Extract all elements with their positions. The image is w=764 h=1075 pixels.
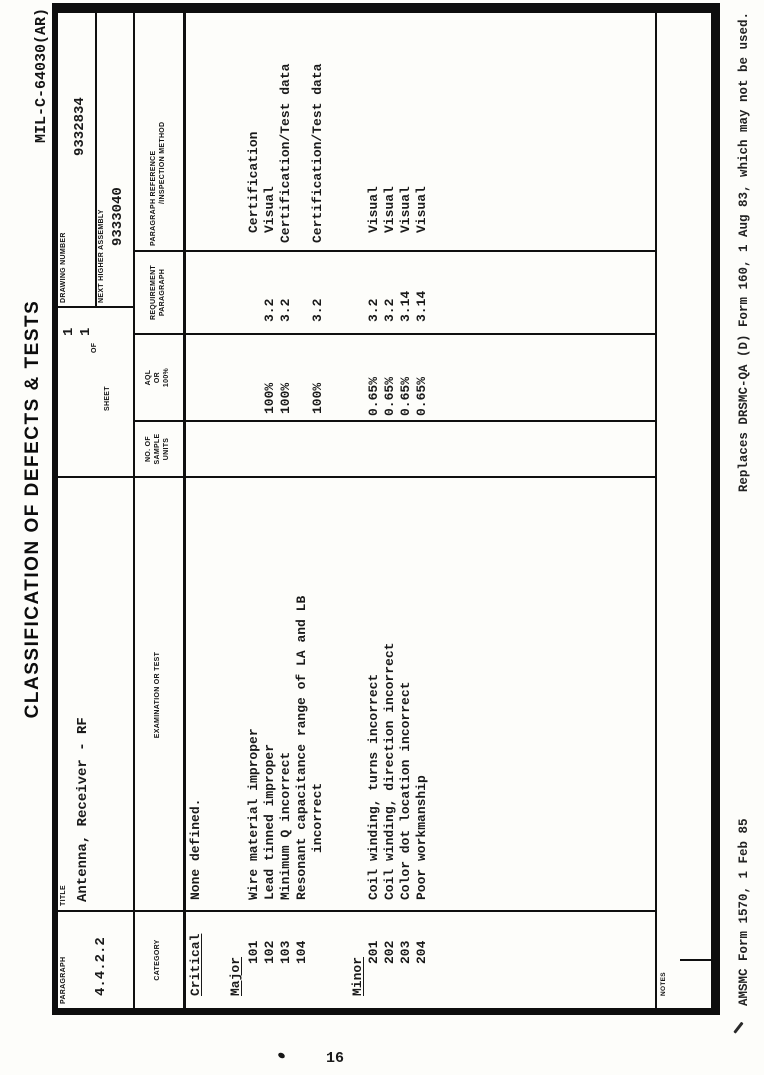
defect-number: 204 [414, 940, 429, 964]
requirement-line2: PARAGRAPH [159, 268, 166, 317]
column-header-requirement [149, 252, 167, 333]
examination-text: Color dot location incorrect [398, 681, 413, 900]
form-title: CLASSIFICATION OF DEFECTS & TESTS [22, 299, 43, 719]
next-higher-assembly-value: 9333040 [110, 187, 126, 246]
category-critical: Critical [188, 933, 203, 996]
inspection-method: Visual [398, 186, 413, 233]
examination-text: Lead tinned improper [262, 743, 277, 900]
of-label: OF [91, 342, 98, 353]
column-header-examination: EXAMINATION OR TEST [154, 651, 161, 739]
column-header-aql [144, 335, 171, 420]
drawing-number-value: 9332834 [72, 97, 88, 156]
mil-spec-reference: MIL-C-64030(AR) [33, 8, 50, 144]
defect-number: 202 [382, 940, 397, 964]
sample-units-line2: SAMPLE [154, 433, 161, 465]
examination-text: Resonant capacitance range of LA and LB [294, 595, 309, 900]
inspection-method: Certification/Test data [278, 63, 293, 243]
divider [183, 13, 186, 1008]
requirement-value: 3.2 [278, 298, 293, 322]
defects-table [52, 3, 720, 1015]
aql-value: 100% [310, 382, 325, 414]
aql-line3: 100% [163, 367, 170, 388]
defect-number: 203 [398, 940, 413, 964]
examination-text: Poor workmanship [414, 775, 429, 900]
aql-line1: AQL [145, 369, 152, 386]
defect-number: 101 [246, 940, 261, 964]
examination-text: Minimum Q incorrect [278, 751, 293, 900]
examination-text: None defined. [188, 798, 203, 900]
aql-value: 0.65% [414, 376, 429, 416]
title-value: Antenna, Receiver - RF [75, 717, 91, 902]
divider [58, 476, 133, 478]
requirement-value: 3.14 [414, 290, 429, 322]
inspection-method: Visual [366, 186, 381, 233]
sample-units-line3: UNITS [163, 437, 170, 461]
inspection-method: Certification [246, 131, 261, 233]
category-major: Major [228, 956, 243, 996]
paragraph-label: PARAGRAPH [60, 956, 67, 1004]
aql-value: 0.65% [398, 376, 413, 416]
divider [133, 13, 135, 1008]
divider [133, 333, 655, 335]
requirement-value: 3.2 [310, 298, 325, 322]
replaces-footer: Replaces DRSMC-QA (D) Form 160, 1 Aug 83, which may not be used. [737, 12, 751, 493]
aql-line2: OR [154, 371, 161, 384]
inspection-method: Certification/Test data [310, 63, 325, 243]
requirement-value: 3.2 [366, 298, 381, 322]
notes-box-divider [680, 959, 711, 961]
reference-line1: PARAGRAPH REFERENCE [150, 150, 157, 246]
column-header-sample-units [144, 422, 171, 476]
drawing-number-label: DRAWING NUMBER [60, 232, 67, 303]
sheet-label: SHEET [104, 386, 111, 411]
divider [58, 910, 133, 912]
sheet-number: 1 [61, 327, 77, 336]
form-id-footer: AMSMC Form 1570, 1 Feb 85 [737, 818, 751, 1006]
requirement-value: 3.14 [398, 290, 413, 322]
examination-text: Wire material improper [246, 728, 261, 900]
examination-text: Coil winding, direction incorrect [382, 642, 397, 900]
divider [655, 13, 657, 1008]
column-header-category: CATEGORY [154, 939, 161, 981]
notes-label: NOTES [660, 972, 667, 996]
aql-value: 0.65% [366, 376, 381, 416]
requirement-line1: REQUIREMENT [150, 264, 157, 321]
defect-number: 103 [278, 940, 293, 964]
examination-text: Coil winding, turns incorrect [366, 673, 381, 900]
defect-number: 102 [262, 940, 277, 964]
sample-units-line1: NO. OF [145, 436, 152, 462]
category-minor: Minor [350, 956, 365, 996]
divider [133, 910, 655, 912]
aql-value: 100% [278, 382, 293, 414]
ink-dot-mark [277, 1052, 286, 1060]
aql-value: 0.65% [382, 376, 397, 416]
reference-line2: /INSPECTION METHOD [159, 121, 166, 204]
inspection-method: Visual [382, 186, 397, 233]
sheet-of-number: 1 [78, 327, 94, 336]
pen-tick-mark [733, 1022, 743, 1034]
divider [95, 13, 97, 308]
defect-number: 201 [366, 940, 381, 964]
divider [133, 420, 655, 422]
requirement-value: 3.2 [262, 298, 277, 322]
next-higher-assembly-label: NEXT HIGHER ASSEMBLY [98, 209, 105, 303]
paragraph-value: 4.4.2.2 [93, 937, 109, 996]
divider [133, 250, 655, 252]
requirement-value: 3.2 [382, 298, 397, 322]
title-label: TITLE [60, 885, 67, 906]
inspection-method: Visual [262, 186, 277, 233]
page-number: 16 [326, 1050, 345, 1067]
aql-value: 100% [262, 382, 277, 414]
examination-text-continuation: incorrect [310, 782, 325, 853]
column-header-reference [149, 16, 167, 246]
divider [133, 476, 655, 478]
defect-number: 104 [294, 940, 309, 964]
divider [58, 306, 133, 308]
inspection-method: Visual [414, 186, 429, 233]
